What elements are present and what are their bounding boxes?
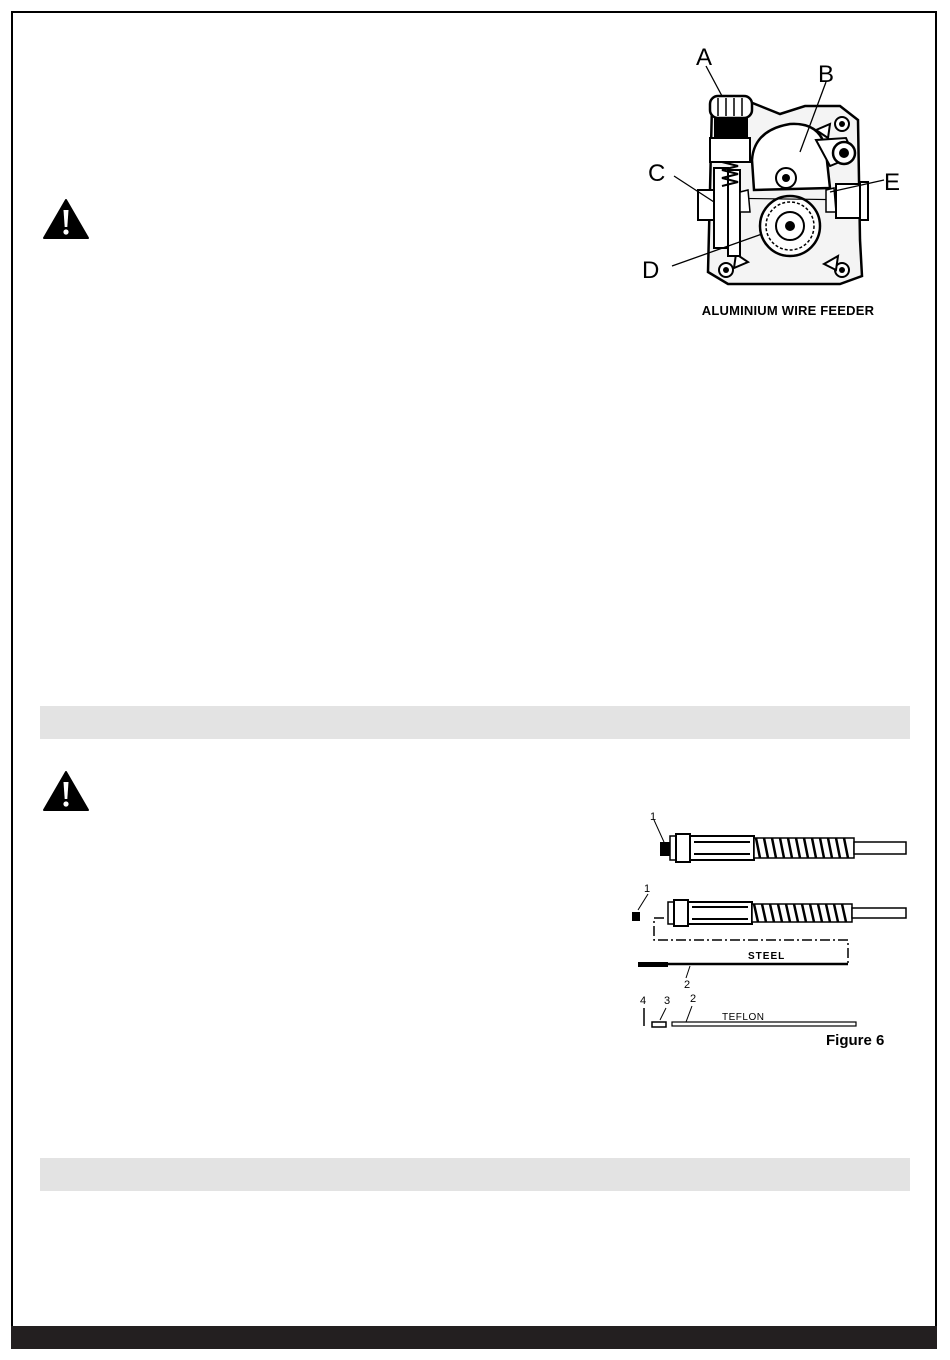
section-heading-bar xyxy=(40,1158,910,1191)
warning-triangle-icon xyxy=(42,198,90,240)
aluminium-wire-feeder-figure xyxy=(630,40,920,302)
label-a: A xyxy=(696,44,713,71)
section-heading-bar xyxy=(40,706,910,739)
page-footer-bar xyxy=(11,1326,937,1349)
liner-figure xyxy=(620,806,920,1056)
part-number-2-bot: 2 xyxy=(690,993,697,1005)
teflon-label: TEFLON xyxy=(722,1012,765,1023)
warning-triangle-icon xyxy=(42,770,90,812)
label-b: B xyxy=(818,61,835,88)
part-number-2-mid: 2 xyxy=(684,979,691,991)
figure-6-caption: Figure 6 xyxy=(826,1032,885,1049)
part-number-3: 3 xyxy=(664,995,671,1007)
label-d: D xyxy=(642,257,660,284)
label-c: C xyxy=(648,160,666,187)
label-e: E xyxy=(884,169,901,196)
part-number-1-top: 1 xyxy=(650,811,657,823)
steel-label: STEEL xyxy=(748,951,786,962)
part-number-1-mid: 1 xyxy=(644,883,651,895)
feeder-caption: ALUMINIUM WIRE FEEDER xyxy=(701,303,875,318)
part-number-4: 4 xyxy=(640,995,647,1007)
